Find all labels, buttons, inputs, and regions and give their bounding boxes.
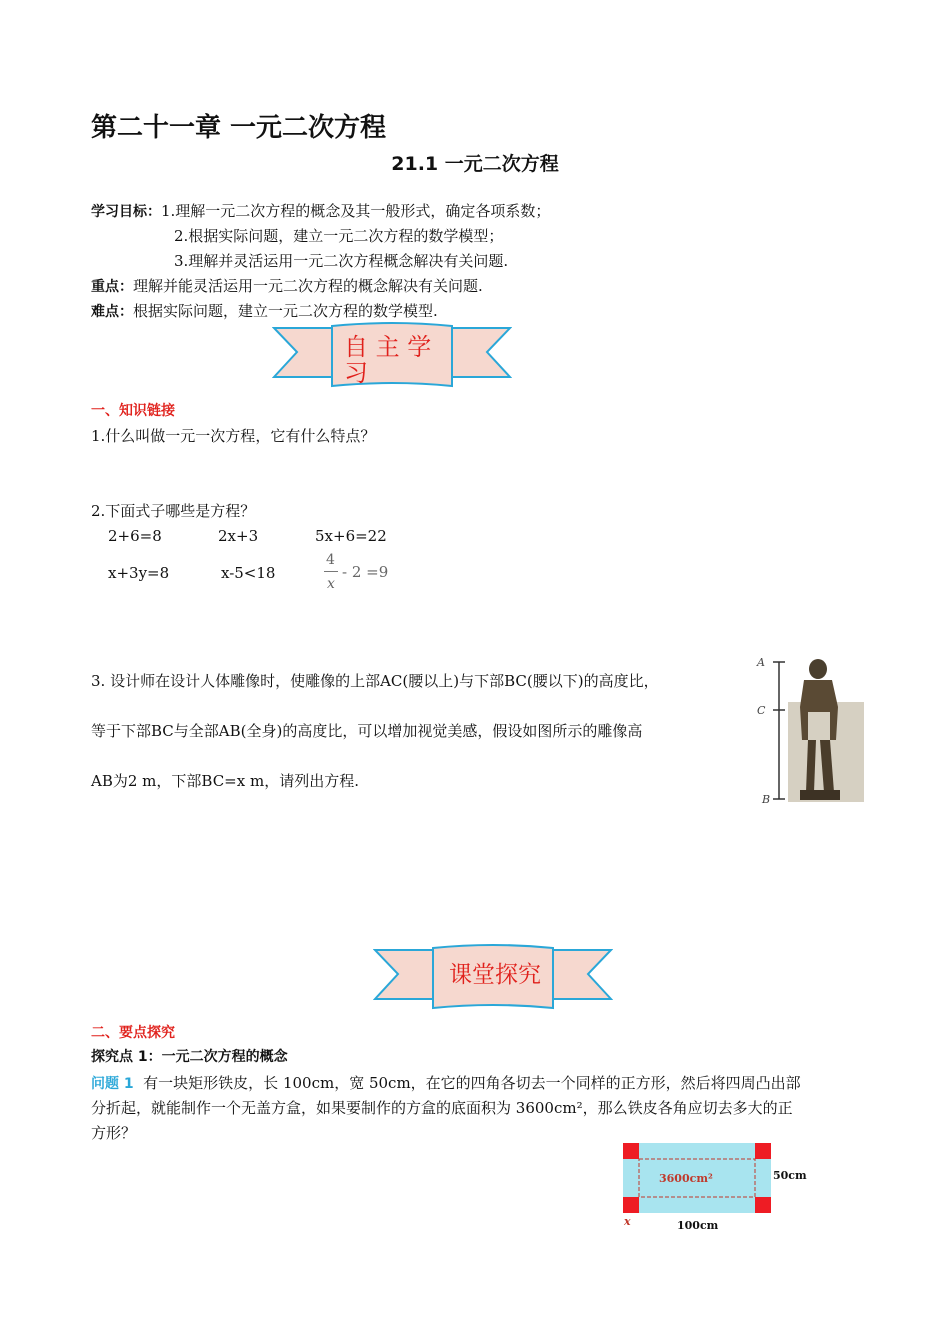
key-point-label: 重点: [91, 279, 119, 295]
objective-item: 2.根据实际问题，建立一元二次方程的数学模型；: [174, 227, 504, 245]
length-label: 100cm: [677, 1219, 719, 1232]
fraction-denominator: x: [327, 576, 335, 592]
chapter-title: 第二十一章 一元二次方程: [91, 113, 387, 143]
objective-item: 1.理解一元二次方程的概念及其一般形式，确定各项系数；: [161, 202, 551, 220]
problem-line-1: [91, 1072, 801, 1095]
statue-image: [752, 652, 864, 808]
question-3-line-1: 3. 设计师在设计人体雕像时，使雕像的上部AC(腰以上)与下部BC(腰以下)的高度比，: [91, 672, 659, 690]
banner-class-explore-text: 课堂探究: [449, 962, 541, 988]
label-c: C: [757, 704, 766, 717]
label-b: B: [762, 793, 771, 806]
problem-text-1: 有一块矩形铁皮，长 100cm，宽 50cm，在它的四角各切去一个同样的正方形，然后将四周凸出部: [143, 1074, 801, 1092]
objectives-label: 学习目标: [91, 204, 147, 220]
expression: 2+6=8: [108, 527, 162, 545]
fraction-rest: - 2 =9: [342, 563, 389, 581]
question-3-line-3: AB为2 m，下部BC=x m，请列出方程.: [91, 772, 359, 790]
problem-line-3: 方形？: [91, 1124, 137, 1142]
statue-figure: [752, 652, 864, 808]
sheet-diagram: [617, 1137, 817, 1237]
question-3-line-2: 等于下部BC与全部AB(全身)的高度比，可以增加视觉美感，假设如图所示的雕像高: [91, 722, 643, 740]
difficulty-text: 根据实际问题，建立一元二次方程的数学模型.: [133, 302, 438, 320]
objective-item: 3.理解并灵活运用一元二次方程概念解决有关问题.: [174, 252, 509, 270]
key-point-text: 理解并能灵活运用一元二次方程的概念解决有关问题.: [133, 277, 483, 295]
label-a: A: [757, 656, 765, 669]
explore-point-title: 探究点 1：一元二次方程的概念: [91, 1049, 288, 1065]
part1-heading: 一、知识链接: [91, 403, 175, 419]
problem-line-2: 分折起，就能制作一个无盖方盒，如果要制作的方盒的底面积为 3600cm²，那么铁皮各角应切去多大的正: [91, 1099, 793, 1117]
key-point: 重点：理解并能灵活运用一元二次方程的概念解决有关问题.: [91, 277, 483, 295]
banner-self-study: [272, 320, 512, 395]
section-title: 21.1 一元二次方程: [391, 153, 559, 175]
fraction-equation: [322, 551, 402, 595]
difficulty: 难点：根据实际问题，建立一元二次方程的数学模型.: [91, 302, 438, 320]
fraction-bar: [324, 571, 338, 572]
width-label: 50cm: [773, 1169, 807, 1182]
part2-heading: 二、要点探究: [91, 1025, 175, 1041]
problem-label: 问题 1: [91, 1076, 134, 1092]
expression: 5x+6=22: [315, 527, 387, 545]
expression: x+3y=8: [108, 564, 170, 582]
banner-self-study-text: 自 主 学 习: [344, 333, 432, 387]
fraction-numerator: 4: [326, 552, 335, 568]
difficulty-label: 难点: [91, 304, 119, 320]
question-2: 2.下面式子哪些是方程？: [91, 502, 256, 520]
expression: x-5<18: [221, 564, 276, 582]
question-1: 1.什么叫做一元一次方程，它有什么特点？: [91, 427, 376, 445]
expression: 2x+3: [218, 527, 259, 545]
area-label: 3600cm²: [659, 1172, 713, 1185]
banner-class-explore: [373, 942, 613, 1017]
objectives-row-1: 学习目标：1.理解一元二次方程的概念及其一般形式，确定各项系数；: [91, 202, 551, 220]
side-x-label: x: [624, 1215, 631, 1228]
